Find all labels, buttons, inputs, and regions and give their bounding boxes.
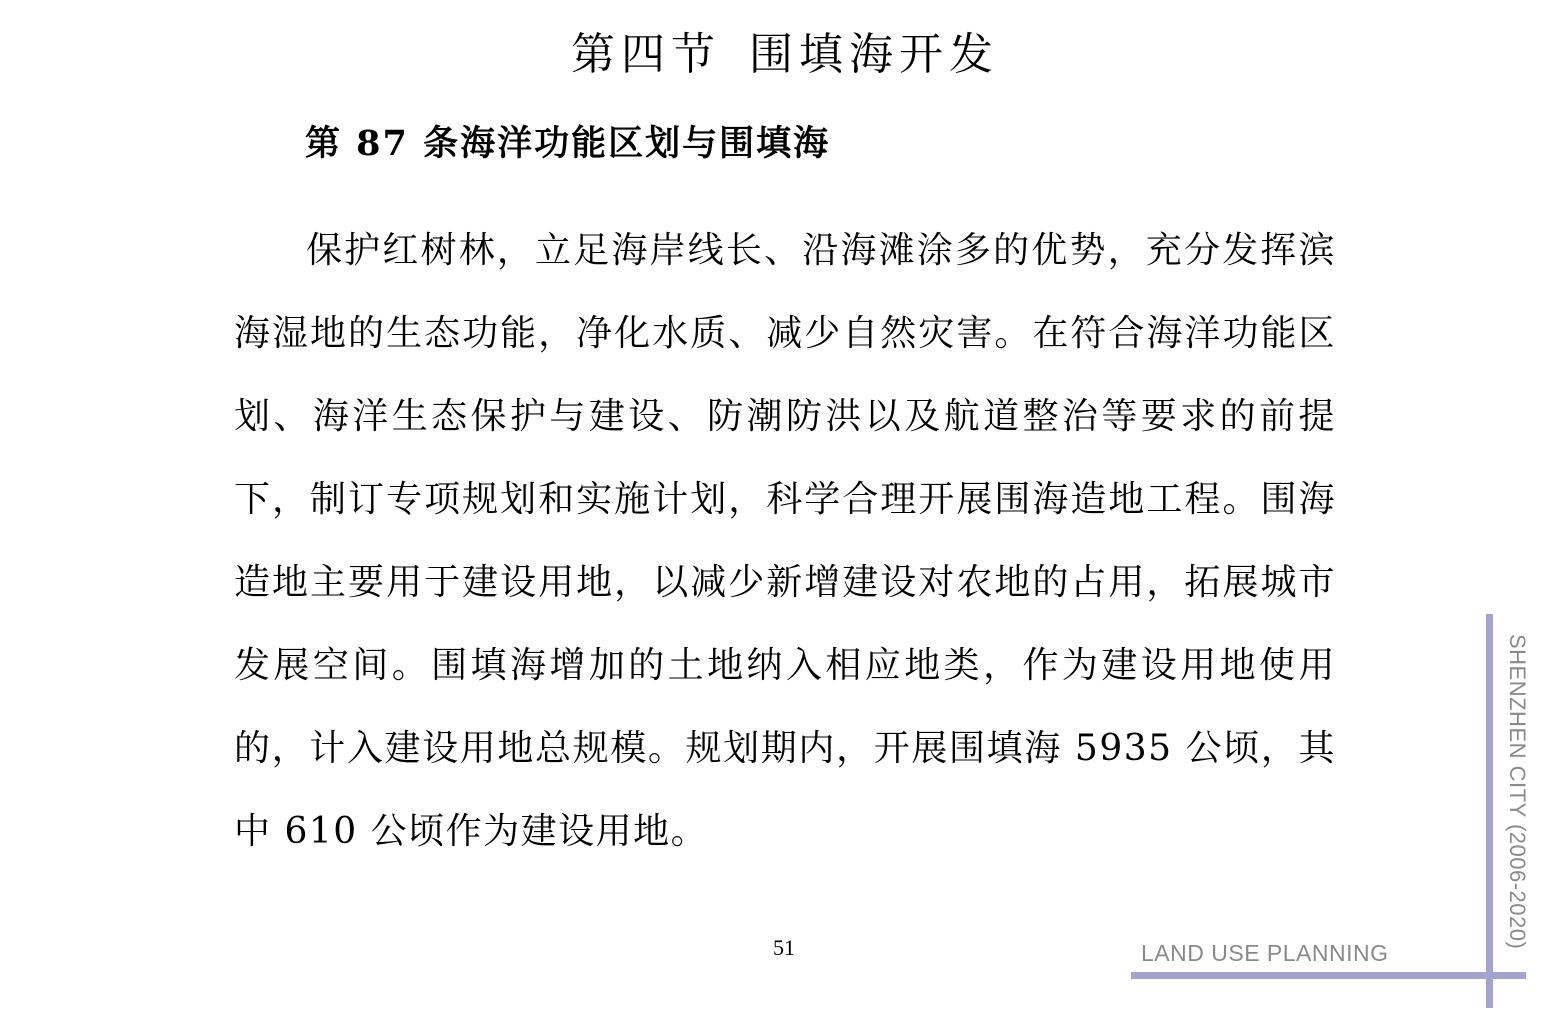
body-paragraph: 保护红树林，立足海岸线长、沿海滩涂多的优势，充分发挥滨海湿地的生态功能，净化水质、减少自然灾害。在符合海洋功能区划、海洋生态保护与建设、防潮防洪以及航道整治等要求的前提下，制订专项规划和实施计划，科学合理开展围海造地工程。围海造地主要用于建设用地，以减少新增建设对农地的占用，拓展城市发展空间。围填海增加的土地纳入相应地类，作为建设用地使用的，计入建设用地总规模。规划期内，开展围填海 5935 公顷，其中 610 公顷作为建设用地。 — [234, 230, 1336, 852]
page-number: 51 — [773, 935, 795, 960]
section-title — [0, 18, 1554, 82]
footer-vertical-rule — [1486, 614, 1493, 1008]
footer-horizontal-rule — [1131, 972, 1526, 979]
article-title: 第 87 条海洋功能区划与围填海 — [305, 123, 831, 164]
footer-label: LAND USE PLANNING — [1141, 940, 1389, 966]
section-heading: 围填海开发 — [749, 29, 999, 80]
section-number: 第四节 — [571, 29, 721, 80]
footer-vertical-label: SHENZHEN CITY (2006-2020) — [1505, 634, 1530, 950]
